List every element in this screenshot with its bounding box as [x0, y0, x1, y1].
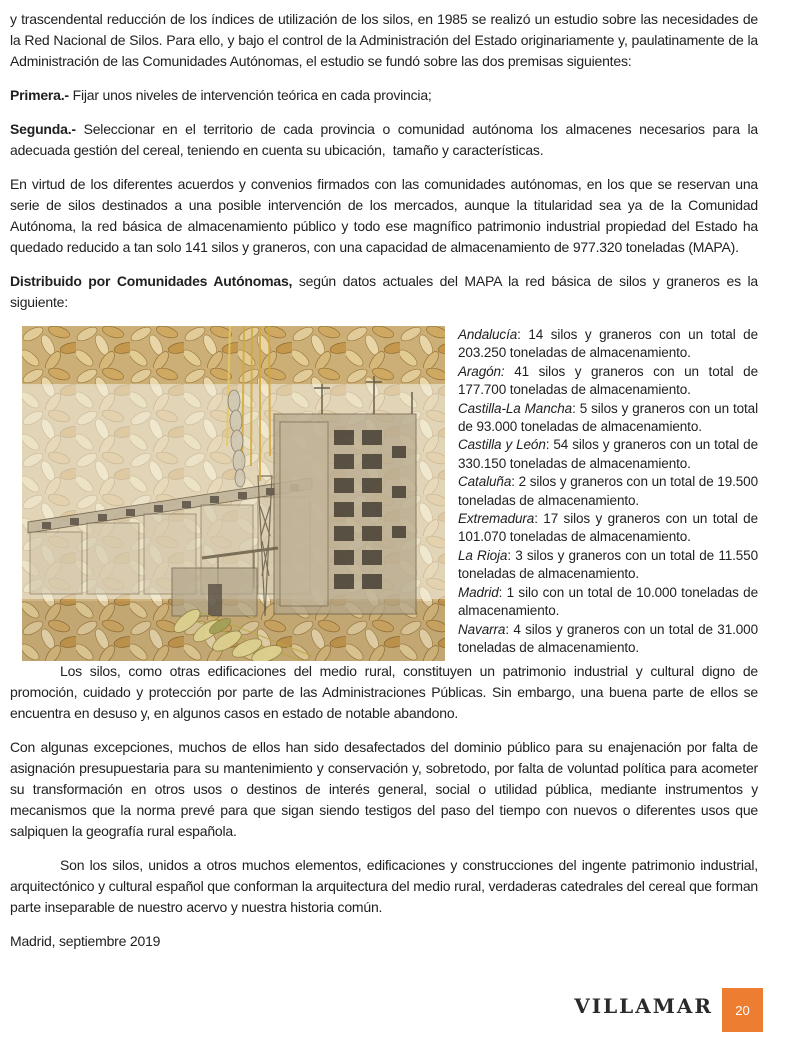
list-item	[458, 363, 758, 400]
community-name: Madrid	[458, 584, 499, 600]
community-name: Castilla y León	[458, 437, 546, 453]
list-item	[458, 326, 758, 363]
community-name: Andalucía	[458, 327, 518, 342]
paragraph-primera	[10, 85, 758, 106]
community-text: : 4 silos y graneros con un total de 31.000 toneladas de almacenamiento.	[458, 621, 758, 655]
list-item	[458, 621, 758, 658]
community-text: : 14 silos y graneros con un total de 203.250 toneladas de almacenamiento.	[458, 327, 758, 361]
community-text: : 1 silo con un total de 10.000 toneladas de almacenamiento.	[458, 584, 758, 619]
distribuido-label: Distribuido por Comunidades Autónomas,	[10, 273, 293, 289]
list-item	[458, 473, 758, 510]
list-item	[458, 584, 758, 621]
community-text: : 17 silos y graneros con un total de 101.070 toneladas de almacenamiento.	[458, 511, 758, 545]
community-text: : 2 silos y graneros con un total de 19.500 toneladas de almacenamiento.	[458, 474, 758, 508]
dateline: Madrid, septiembre 2019	[10, 933, 161, 949]
community-name: Navarra	[458, 621, 506, 637]
primera-text: Fijar unos niveles de intervención teórica en cada provincia;	[68, 87, 432, 103]
page-number-badge: 20	[722, 988, 763, 1032]
grain-silos-collage-image	[22, 326, 445, 661]
community-text: : 5 silos y graneros con un total de 93.000 toneladas de almacenamiento.	[458, 400, 758, 435]
list-item	[458, 510, 758, 547]
community-text: : 54 silos y graneros con un total de 330.150 toneladas de almacenamiento.	[458, 437, 758, 471]
communities-list	[458, 326, 758, 661]
paragraph-intro: y trascendental reducción de los índices de utilización de los silos, en 1985 se realizó un estudio sobre las necesidades de la Red Nacional de Silos. Para ello, y bajo el control de la Administración del Estado originariamente y, paulatinamente de la Administración de las Comunidades Autónomas, el estudio se fundó sobre las dos premisas siguientes:	[10, 11, 758, 69]
villamar-logo: VILLAMAR	[574, 994, 713, 1018]
paragraph-acuerdos: En virtud de los diferentes acuerdos y convenios firmados con las comunidades autónomas, en los que se reservan una serie de silos destinados a una posible intervención de los mercados, aunque la titularidad sea ya de la Comunidad Autónoma, la red básica de almacenamiento público y todo ese magnífico patrimonio industrial propiedad del Estado ha quedado reducido a tan solo 141 silos y graneros, con una capacidad de almacenamiento de 977.320 toneladas (MAPA).	[10, 176, 758, 255]
community-name: Extremadura	[458, 511, 535, 527]
paragraph-con-algunas: Con algunas excepciones, muchos de ellos han sido desafectados del dominio público para su enajenación por falta de asignación presupuestaria para su mantenimiento y conservación y, sobretodo, por falta de voluntad política para acometer su transformación en otros usos o destinos de interés general, social o utilidad pública, mediante instrumentos y mecanismos que la norma prevé para que sigan siendo testigos del paso del tiempo con nuevos o diferentes usos que salpiquen la geografía rural española.	[10, 739, 758, 839]
segunda-label: Segunda.-	[10, 121, 76, 137]
paragraph-son-los-silos: Son los silos, unidos a otros muchos elementos, edificaciones y construcciones del ingente patrimonio industrial, arquitectónico y cultural español que conforman la arquitectura del medio rural, verdaderas catedrales del cereal que forman parte inseparable de nuestro acervo y nuestra historia común.	[10, 857, 758, 915]
list-item	[458, 436, 758, 473]
community-text: : 3 silos y graneros con un total de 11.550 toneladas de almacenamiento.	[458, 547, 759, 582]
community-name: Aragón:	[458, 363, 505, 379]
community-name: Castilla-La Mancha	[458, 400, 573, 416]
list-item	[458, 400, 758, 437]
community-text: 41 silos y graneros con un total de 177.700 toneladas de almacenamiento.	[458, 363, 758, 398]
community-name: Cataluña	[458, 474, 512, 490]
primera-label: Primera.-	[10, 87, 69, 103]
segunda-text: Seleccionar en el territorio de cada provincia o comunidad autónoma los almacenes necesarios para la adecuada gestión del cereal, teniendo en cuenta su ubicación, tamaño y características.	[10, 121, 758, 158]
paragraph-distribuido	[10, 271, 758, 313]
figure-row	[22, 326, 758, 661]
list-item	[458, 547, 758, 584]
distribuido-text: según datos actuales del MAPA la red básica de silos y graneros es la siguiente:	[10, 273, 758, 310]
community-name: La Rioja	[458, 547, 508, 563]
paragraph-segunda	[10, 119, 758, 161]
paragraph-los-silos: Los silos, como otras edificaciones del medio rural, constituyen un patrimonio industrial y cultural digno de promoción, cuidado y protección por parte de las Administraciones Públicas. Sin embargo, una buena parte de ellos se encuentra en desuso y, en algunos casos en estado de notable abandono.	[10, 663, 758, 721]
